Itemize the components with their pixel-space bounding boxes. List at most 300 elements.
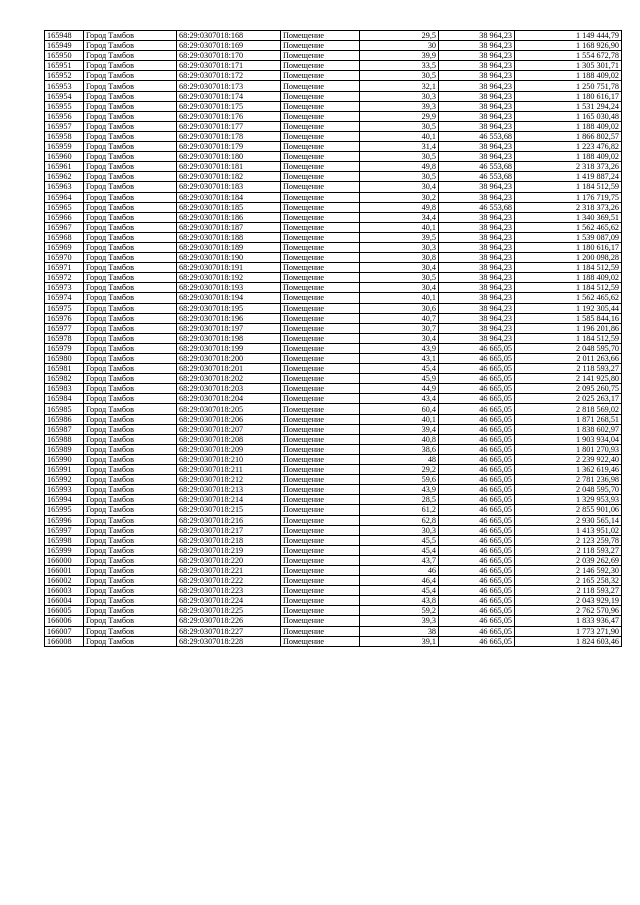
area-cell: 40,8 <box>360 434 439 444</box>
city-cell: Город Тамбов <box>84 535 177 545</box>
city-cell: Город Тамбов <box>84 596 177 606</box>
area-cell: 48 <box>360 454 439 464</box>
cadastral-value-cell: 2 855 901,06 <box>515 505 622 515</box>
object-type-cell: Помещение <box>281 616 360 626</box>
cadastral-number-cell: 68:29:0307018:201 <box>177 364 281 374</box>
cadastral-value-cell: 2 141 925,80 <box>515 374 622 384</box>
area-cell: 39,4 <box>360 424 439 434</box>
table-row <box>45 142 622 152</box>
table-row <box>45 323 622 333</box>
city-cell: Город Тамбов <box>84 273 177 283</box>
table-row <box>45 525 622 535</box>
city-cell: Город Тамбов <box>84 343 177 353</box>
record-number-cell: 165986 <box>45 414 84 424</box>
object-type-cell: Помещение <box>281 565 360 575</box>
object-type-cell: Помещение <box>281 586 360 596</box>
cadastral-number-cell: 68:29:0307018:224 <box>177 596 281 606</box>
object-type-cell: Помещение <box>281 333 360 343</box>
unit-value-cell: 38 964,23 <box>439 61 515 71</box>
cadastral-number-cell: 68:29:0307018:171 <box>177 61 281 71</box>
cadastral-value-cell: 2 818 569,02 <box>515 404 622 414</box>
table-row <box>45 576 622 586</box>
cadastral-value-cell: 1 223 476,82 <box>515 142 622 152</box>
object-type-cell: Помещение <box>281 555 360 565</box>
city-cell: Город Тамбов <box>84 101 177 111</box>
cadastral-value-cell: 1 192 305,44 <box>515 303 622 313</box>
city-cell: Город Тамбов <box>84 212 177 222</box>
table-row <box>45 354 622 364</box>
unit-value-cell: 46 665,05 <box>439 454 515 464</box>
city-cell: Город Тамбов <box>84 495 177 505</box>
unit-value-cell: 46 665,05 <box>439 404 515 414</box>
record-number-cell: 165956 <box>45 111 84 121</box>
cadastral-value-cell: 2 318 373,26 <box>515 202 622 212</box>
record-number-cell: 165982 <box>45 374 84 384</box>
unit-value-cell: 46 553,68 <box>439 131 515 141</box>
record-number-cell: 165995 <box>45 505 84 515</box>
unit-value-cell: 38 964,23 <box>439 263 515 273</box>
cadastral-number-cell: 68:29:0307018:183 <box>177 182 281 192</box>
cadastral-number-cell: 68:29:0307018:168 <box>177 31 281 41</box>
table-row <box>45 444 622 454</box>
cadastral-value-cell: 1 824 603,46 <box>515 636 622 646</box>
city-cell: Город Тамбов <box>84 636 177 646</box>
area-cell: 43,9 <box>360 343 439 353</box>
cadastral-number-cell: 68:29:0307018:209 <box>177 444 281 454</box>
cadastral-number-cell: 68:29:0307018:175 <box>177 101 281 111</box>
cadastral-number-cell: 68:29:0307018:186 <box>177 212 281 222</box>
city-cell: Город Тамбов <box>84 162 177 172</box>
record-number-cell: 166006 <box>45 616 84 626</box>
table-row <box>45 606 622 616</box>
unit-value-cell: 38 964,23 <box>439 232 515 242</box>
area-cell: 30,5 <box>360 273 439 283</box>
city-cell: Город Тамбов <box>84 424 177 434</box>
cadastral-value-cell: 1 413 951,02 <box>515 525 622 535</box>
cadastral-number-cell: 68:29:0307018:212 <box>177 475 281 485</box>
object-type-cell: Помещение <box>281 454 360 464</box>
unit-value-cell: 38 964,23 <box>439 253 515 263</box>
table-row <box>45 51 622 61</box>
object-type-cell: Помещение <box>281 263 360 273</box>
record-number-cell: 165977 <box>45 323 84 333</box>
cadastral-value-cell: 1 176 719,75 <box>515 192 622 202</box>
city-cell: Город Тамбов <box>84 283 177 293</box>
cadastral-value-cell: 1 419 887,24 <box>515 172 622 182</box>
cadastral-number-cell: 68:29:0307018:198 <box>177 333 281 343</box>
table-row <box>45 515 622 525</box>
object-type-cell: Помещение <box>281 31 360 41</box>
cadastral-value-cell: 1 168 926,90 <box>515 41 622 51</box>
cadastral-number-cell: 68:29:0307018:180 <box>177 152 281 162</box>
area-cell: 29,9 <box>360 111 439 121</box>
cadastral-value-cell: 2 781 236,98 <box>515 475 622 485</box>
unit-value-cell: 38 964,23 <box>439 192 515 202</box>
object-type-cell: Помещение <box>281 535 360 545</box>
unit-value-cell: 46 665,05 <box>439 576 515 586</box>
city-cell: Город Тамбов <box>84 525 177 535</box>
unit-value-cell: 46 665,05 <box>439 525 515 535</box>
unit-value-cell: 38 964,23 <box>439 31 515 41</box>
city-cell: Город Тамбов <box>84 313 177 323</box>
area-cell: 34,4 <box>360 212 439 222</box>
cadastral-number-cell: 68:29:0307018:194 <box>177 293 281 303</box>
record-number-cell: 165958 <box>45 131 84 141</box>
cadastral-value-cell: 1 305 301,71 <box>515 61 622 71</box>
record-number-cell: 166004 <box>45 596 84 606</box>
object-type-cell: Помещение <box>281 465 360 475</box>
city-cell: Город Тамбов <box>84 263 177 273</box>
area-cell: 46 <box>360 565 439 575</box>
city-cell: Город Тамбов <box>84 384 177 394</box>
cadastral-value-cell: 1 149 444,79 <box>515 31 622 41</box>
unit-value-cell: 38 964,23 <box>439 51 515 61</box>
city-cell: Город Тамбов <box>84 565 177 575</box>
object-type-cell: Помещение <box>281 505 360 515</box>
area-cell: 30,6 <box>360 303 439 313</box>
city-cell: Город Тамбов <box>84 111 177 121</box>
table-row <box>45 586 622 596</box>
area-cell: 30,5 <box>360 152 439 162</box>
table-row <box>45 565 622 575</box>
cadastral-number-cell: 68:29:0307018:223 <box>177 586 281 596</box>
area-cell: 30,3 <box>360 525 439 535</box>
unit-value-cell: 38 964,23 <box>439 323 515 333</box>
area-cell: 33,5 <box>360 61 439 71</box>
city-cell: Город Тамбов <box>84 142 177 152</box>
object-type-cell: Помещение <box>281 475 360 485</box>
area-cell: 61,2 <box>360 505 439 515</box>
city-cell: Город Тамбов <box>84 253 177 263</box>
table-row <box>45 434 622 444</box>
record-number-cell: 165981 <box>45 364 84 374</box>
record-number-cell: 165957 <box>45 121 84 131</box>
area-cell: 38 <box>360 626 439 636</box>
cadastral-value-cell: 2 762 570,96 <box>515 606 622 616</box>
city-cell: Город Тамбов <box>84 404 177 414</box>
area-cell: 49,8 <box>360 202 439 212</box>
object-type-cell: Помещение <box>281 121 360 131</box>
area-cell: 59,6 <box>360 475 439 485</box>
cadastral-value-cell: 1 531 294,24 <box>515 101 622 111</box>
record-number-cell: 165949 <box>45 41 84 51</box>
area-cell: 30,4 <box>360 263 439 273</box>
area-cell: 30,8 <box>360 253 439 263</box>
cadastral-value-cell: 1 180 616,17 <box>515 242 622 252</box>
table-row <box>45 465 622 475</box>
cadastral-number-cell: 68:29:0307018:189 <box>177 242 281 252</box>
area-cell: 30,5 <box>360 71 439 81</box>
area-cell: 43,9 <box>360 485 439 495</box>
area-cell: 43,1 <box>360 354 439 364</box>
cadastral-value-cell: 1 180 616,17 <box>515 91 622 101</box>
area-cell: 39,3 <box>360 101 439 111</box>
object-type-cell: Помещение <box>281 293 360 303</box>
record-number-cell: 165953 <box>45 81 84 91</box>
area-cell: 30,3 <box>360 242 439 252</box>
object-type-cell: Помещение <box>281 111 360 121</box>
unit-value-cell: 46 665,05 <box>439 394 515 404</box>
unit-value-cell: 46 665,05 <box>439 505 515 515</box>
area-cell: 38,6 <box>360 444 439 454</box>
table-row <box>45 182 622 192</box>
unit-value-cell: 38 964,23 <box>439 152 515 162</box>
record-number-cell: 165952 <box>45 71 84 81</box>
record-number-cell: 165994 <box>45 495 84 505</box>
object-type-cell: Помещение <box>281 152 360 162</box>
cadastral-value-cell: 2 930 565,14 <box>515 515 622 525</box>
unit-value-cell: 46 553,68 <box>439 162 515 172</box>
area-cell: 45,5 <box>360 535 439 545</box>
cadastral-value-cell: 1 340 369,51 <box>515 212 622 222</box>
cadastral-number-cell: 68:29:0307018:210 <box>177 454 281 464</box>
city-cell: Город Тамбов <box>84 354 177 364</box>
area-cell: 30,2 <box>360 192 439 202</box>
area-cell: 31,4 <box>360 142 439 152</box>
cadastral-value-cell: 2 146 592,30 <box>515 565 622 575</box>
object-type-cell: Помещение <box>281 374 360 384</box>
area-cell: 39,3 <box>360 616 439 626</box>
cadastral-number-cell: 68:29:0307018:169 <box>177 41 281 51</box>
area-cell: 62,8 <box>360 515 439 525</box>
record-number-cell: 165993 <box>45 485 84 495</box>
table-row <box>45 111 622 121</box>
cadastral-number-cell: 68:29:0307018:208 <box>177 434 281 444</box>
cadastral-value-cell: 2 095 260,75 <box>515 384 622 394</box>
city-cell: Город Тамбов <box>84 61 177 71</box>
city-cell: Город Тамбов <box>84 465 177 475</box>
record-number-cell: 166005 <box>45 606 84 616</box>
table-row <box>45 222 622 232</box>
unit-value-cell: 46 665,05 <box>439 495 515 505</box>
cadastral-number-cell: 68:29:0307018:207 <box>177 424 281 434</box>
city-cell: Город Тамбов <box>84 222 177 232</box>
cadastral-number-cell: 68:29:0307018:218 <box>177 535 281 545</box>
table-row <box>45 273 622 283</box>
cadastral-number-cell: 68:29:0307018:203 <box>177 384 281 394</box>
object-type-cell: Помещение <box>281 41 360 51</box>
table-row <box>45 61 622 71</box>
cadastral-value-cell: 1 250 751,78 <box>515 81 622 91</box>
unit-value-cell: 46 553,68 <box>439 202 515 212</box>
object-type-cell: Помещение <box>281 131 360 141</box>
cadastral-value-cell: 1 833 936,47 <box>515 616 622 626</box>
record-number-cell: 165948 <box>45 31 84 41</box>
object-type-cell: Помещение <box>281 182 360 192</box>
cadastral-value-cell: 1 362 619,46 <box>515 465 622 475</box>
cadastral-value-cell: 2 123 259,78 <box>515 535 622 545</box>
cadastral-number-cell: 68:29:0307018:196 <box>177 313 281 323</box>
cadastral-value-cell: 2 165 258,32 <box>515 576 622 586</box>
cadastral-value-cell: 1 184 512,59 <box>515 333 622 343</box>
cadastral-value-cell: 2 239 922,40 <box>515 454 622 464</box>
area-cell: 30,4 <box>360 283 439 293</box>
table-row <box>45 485 622 495</box>
record-number-cell: 166008 <box>45 636 84 646</box>
object-type-cell: Помещение <box>281 142 360 152</box>
object-type-cell: Помещение <box>281 242 360 252</box>
object-type-cell: Помещение <box>281 51 360 61</box>
cadastral-number-cell: 68:29:0307018:195 <box>177 303 281 313</box>
record-number-cell: 165996 <box>45 515 84 525</box>
record-number-cell: 165987 <box>45 424 84 434</box>
city-cell: Город Тамбов <box>84 303 177 313</box>
object-type-cell: Помещение <box>281 495 360 505</box>
table-row <box>45 242 622 252</box>
unit-value-cell: 46 665,05 <box>439 565 515 575</box>
object-type-cell: Помещение <box>281 354 360 364</box>
cadastral-value-cell: 1 188 409,02 <box>515 71 622 81</box>
property-table-body <box>45 31 622 647</box>
record-number-cell: 165992 <box>45 475 84 485</box>
unit-value-cell: 38 964,23 <box>439 293 515 303</box>
cadastral-number-cell: 68:29:0307018:217 <box>177 525 281 535</box>
unit-value-cell: 38 964,23 <box>439 111 515 121</box>
table-row <box>45 495 622 505</box>
city-cell: Город Тамбов <box>84 91 177 101</box>
unit-value-cell: 38 964,23 <box>439 91 515 101</box>
record-number-cell: 165973 <box>45 283 84 293</box>
city-cell: Город Тамбов <box>84 454 177 464</box>
object-type-cell: Помещение <box>281 444 360 454</box>
city-cell: Город Тамбов <box>84 616 177 626</box>
record-number-cell: 165990 <box>45 454 84 464</box>
record-number-cell: 165968 <box>45 232 84 242</box>
table-row <box>45 263 622 273</box>
cadastral-number-cell: 68:29:0307018:197 <box>177 323 281 333</box>
cadastral-number-cell: 68:29:0307018:187 <box>177 222 281 232</box>
city-cell: Город Тамбов <box>84 172 177 182</box>
unit-value-cell: 46 665,05 <box>439 535 515 545</box>
object-type-cell: Помещение <box>281 323 360 333</box>
object-type-cell: Помещение <box>281 545 360 555</box>
cadastral-number-cell: 68:29:0307018:174 <box>177 91 281 101</box>
cadastral-number-cell: 68:29:0307018:213 <box>177 485 281 495</box>
cadastral-number-cell: 68:29:0307018:221 <box>177 565 281 575</box>
table-row <box>45 31 622 41</box>
object-type-cell: Помещение <box>281 232 360 242</box>
table-row <box>45 414 622 424</box>
table-row <box>45 454 622 464</box>
cadastral-value-cell: 1 196 201,86 <box>515 323 622 333</box>
cadastral-value-cell: 1 200 098,28 <box>515 253 622 263</box>
record-number-cell: 165969 <box>45 242 84 252</box>
cadastral-value-cell: 1 188 409,02 <box>515 152 622 162</box>
object-type-cell: Помещение <box>281 313 360 323</box>
object-type-cell: Помещение <box>281 81 360 91</box>
table-row <box>45 91 622 101</box>
area-cell: 46,4 <box>360 576 439 586</box>
area-cell: 39,1 <box>360 636 439 646</box>
cadastral-value-cell: 1 329 953,93 <box>515 495 622 505</box>
object-type-cell: Помещение <box>281 343 360 353</box>
record-number-cell: 165970 <box>45 253 84 263</box>
cadastral-number-cell: 68:29:0307018:185 <box>177 202 281 212</box>
record-number-cell: 166002 <box>45 576 84 586</box>
unit-value-cell: 38 964,23 <box>439 303 515 313</box>
unit-value-cell: 46 665,05 <box>439 636 515 646</box>
area-cell: 30,5 <box>360 121 439 131</box>
area-cell: 30,4 <box>360 182 439 192</box>
city-cell: Город Тамбов <box>84 586 177 596</box>
city-cell: Город Тамбов <box>84 131 177 141</box>
record-number-cell: 166007 <box>45 626 84 636</box>
city-cell: Город Тамбов <box>84 434 177 444</box>
object-type-cell: Помещение <box>281 485 360 495</box>
city-cell: Город Тамбов <box>84 71 177 81</box>
table-row <box>45 545 622 555</box>
object-type-cell: Помещение <box>281 424 360 434</box>
area-cell: 39,5 <box>360 232 439 242</box>
record-number-cell: 165979 <box>45 343 84 353</box>
cadastral-number-cell: 68:29:0307018:228 <box>177 636 281 646</box>
city-cell: Город Тамбов <box>84 626 177 636</box>
table-row <box>45 283 622 293</box>
object-type-cell: Помещение <box>281 303 360 313</box>
unit-value-cell: 46 665,05 <box>439 343 515 353</box>
cadastral-number-cell: 68:29:0307018:202 <box>177 374 281 384</box>
record-number-cell: 165967 <box>45 222 84 232</box>
table-row <box>45 384 622 394</box>
table-row <box>45 394 622 404</box>
table-row <box>45 101 622 111</box>
unit-value-cell: 38 964,23 <box>439 212 515 222</box>
table-row <box>45 172 622 182</box>
unit-value-cell: 38 964,23 <box>439 242 515 252</box>
record-number-cell: 166003 <box>45 586 84 596</box>
unit-value-cell: 46 665,05 <box>439 515 515 525</box>
unit-value-cell: 46 665,05 <box>439 545 515 555</box>
city-cell: Город Тамбов <box>84 364 177 374</box>
city-cell: Город Тамбов <box>84 232 177 242</box>
city-cell: Город Тамбов <box>84 555 177 565</box>
unit-value-cell: 46 665,05 <box>439 384 515 394</box>
table-row <box>45 364 622 374</box>
city-cell: Город Тамбов <box>84 475 177 485</box>
cadastral-value-cell: 1 585 844,16 <box>515 313 622 323</box>
cadastral-number-cell: 68:29:0307018:170 <box>177 51 281 61</box>
record-number-cell: 165974 <box>45 293 84 303</box>
object-type-cell: Помещение <box>281 414 360 424</box>
property-table <box>44 30 622 647</box>
city-cell: Город Тамбов <box>84 515 177 525</box>
unit-value-cell: 46 665,05 <box>439 485 515 495</box>
object-type-cell: Помещение <box>281 515 360 525</box>
city-cell: Город Тамбов <box>84 576 177 586</box>
record-number-cell: 165999 <box>45 545 84 555</box>
cadastral-value-cell: 1 539 087,09 <box>515 232 622 242</box>
table-row <box>45 192 622 202</box>
record-number-cell: 166001 <box>45 565 84 575</box>
cadastral-number-cell: 68:29:0307018:172 <box>177 71 281 81</box>
unit-value-cell: 46 665,05 <box>439 424 515 434</box>
object-type-cell: Помещение <box>281 576 360 586</box>
cadastral-number-cell: 68:29:0307018:227 <box>177 626 281 636</box>
area-cell: 44,9 <box>360 384 439 394</box>
table-row <box>45 374 622 384</box>
area-cell: 40,1 <box>360 293 439 303</box>
record-number-cell: 165988 <box>45 434 84 444</box>
cadastral-value-cell: 2 039 262,69 <box>515 555 622 565</box>
city-cell: Город Тамбов <box>84 606 177 616</box>
city-cell: Город Тамбов <box>84 333 177 343</box>
cadastral-value-cell: 1 184 512,59 <box>515 283 622 293</box>
table-row <box>45 162 622 172</box>
record-number-cell: 165998 <box>45 535 84 545</box>
table-row <box>45 333 622 343</box>
area-cell: 39,9 <box>360 51 439 61</box>
cadastral-number-cell: 68:29:0307018:176 <box>177 111 281 121</box>
